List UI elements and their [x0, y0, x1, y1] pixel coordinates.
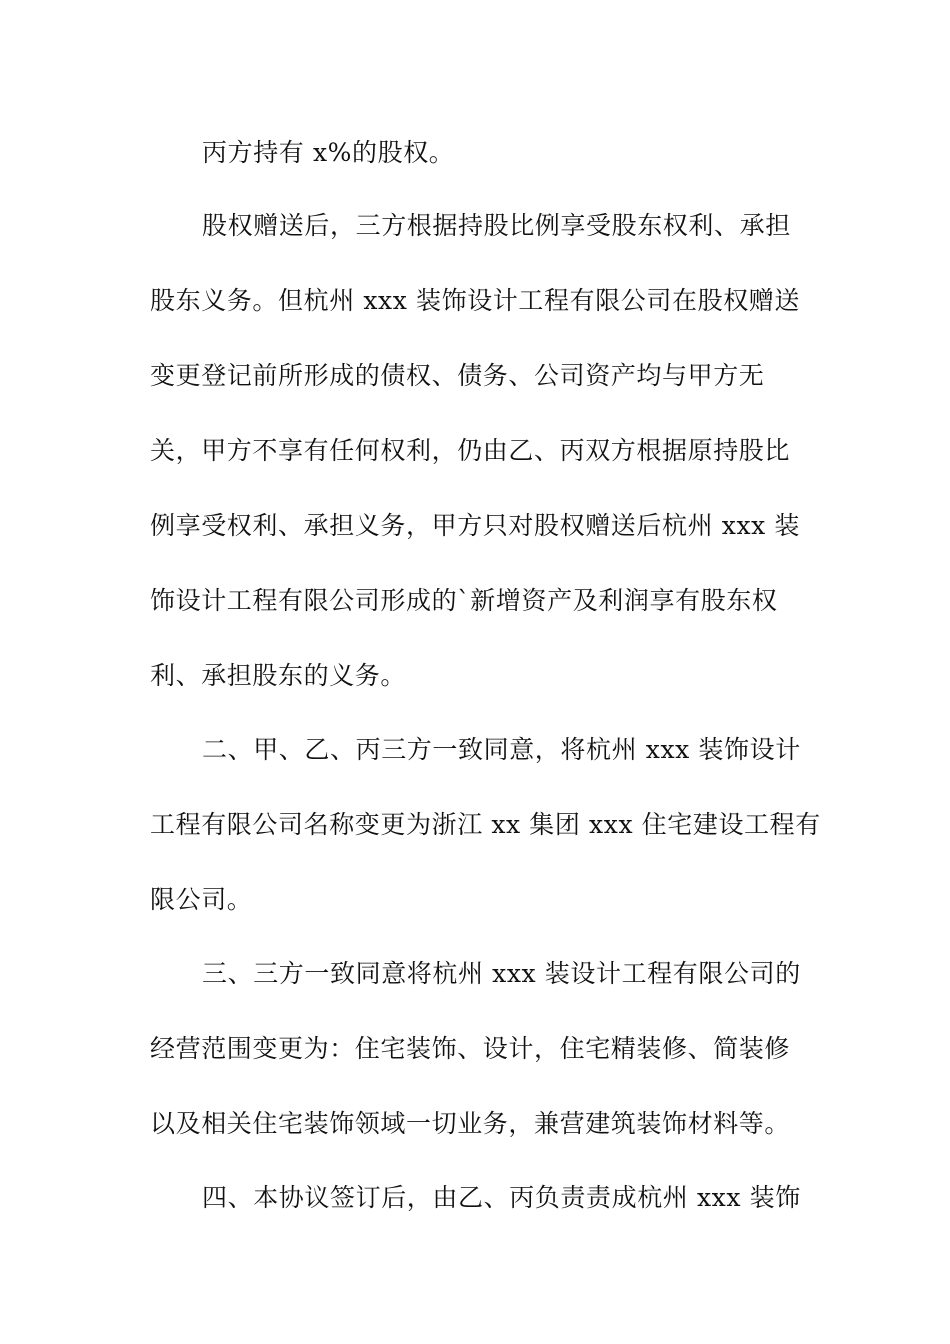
text-line-12: 三、三方一致同意将杭州 xxx 装设计工程有限公司的 [202, 959, 801, 988]
text-line-8: 利、承担股东的义务。 [150, 661, 407, 690]
text-line-13: 经营范围变更为：住宅装饰、设计，住宅精装修、简装修 [150, 1034, 791, 1063]
text-line-4: 变更登记前所形成的债权、债务、公司资产均与甲方无 [150, 361, 765, 390]
text-line-15: 四、本协议签订后，由乙、丙负责责成杭州 xxx 装饰 [202, 1183, 801, 1212]
text-line-1: 丙方持有 x%的股权。 [202, 138, 455, 167]
text-line-14: 以及相关住宅装饰领域一切业务，兼营建筑装饰材料等。 [150, 1109, 791, 1138]
text-line-3: 股东义务。但杭州 xxx 装饰设计工程有限公司在股权赠送 [150, 286, 800, 315]
text-line-2: 股权赠送后，三方根据持股比例享受股东权利、承担 [202, 211, 791, 240]
text-line-9: 二、甲、乙、丙三方一致同意，将杭州 xxx 装饰设计 [202, 735, 801, 764]
text-line-10: 工程有限公司名称变更为浙江 xx 集团 xxx 住宅建设工程有 [150, 810, 821, 839]
text-line-6: 例享受权利、承担义务，甲方只对股权赠送后杭州 xxx 装 [150, 511, 800, 540]
text-line-5: 关，甲方不享有任何权利，仍由乙、丙双方根据原持股比 [150, 436, 791, 465]
text-line-11: 限公司。 [150, 885, 253, 914]
text-line-7: 饰设计工程有限公司形成的`新增资产及利润享有股东权 [150, 586, 778, 615]
